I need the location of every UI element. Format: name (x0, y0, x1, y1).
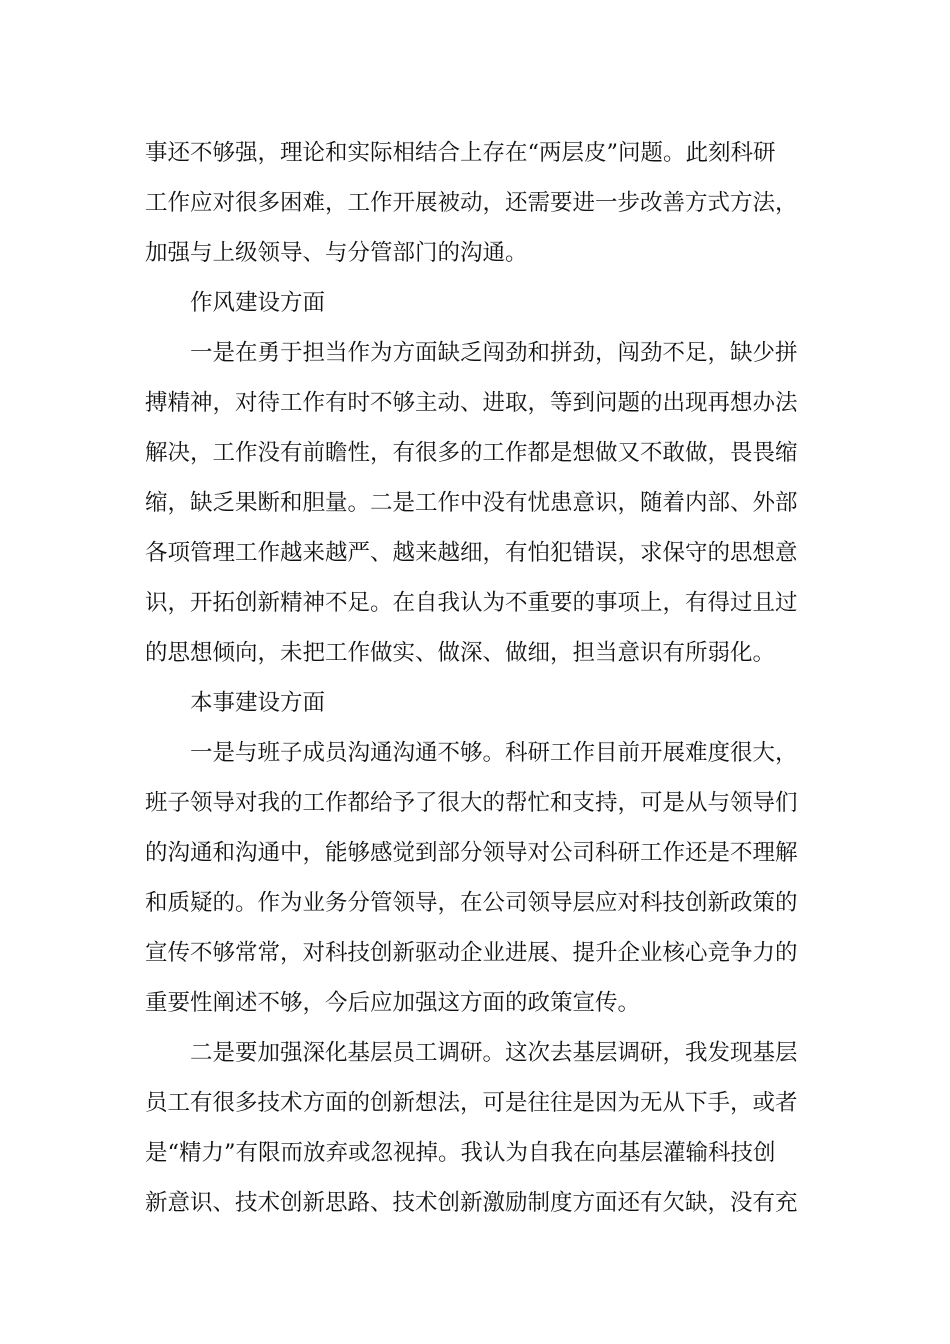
text-line: 识，开拓创新精神不足。在自我认为不重要的事项上，有得过且过 (145, 590, 798, 616)
text-line: 宣传不够常常，对科技创新驱动企业进展、提升企业核心竞争力的 (145, 940, 798, 966)
text-line: 事还不够强，理论和实际相结合上存在“两层皮”问题。此刻科研 (145, 140, 776, 166)
text-line: 班子领导对我的工作都给予了很大的帮忙和支持，可是从与领导们 (145, 790, 798, 816)
text-line: 搏精神，对待工作有时不够主动、进取，等到问题的出现再想办法 (145, 390, 798, 416)
text-line: 工作应对很多困难，工作开展被动，还需要进一步改善方式方法， (145, 190, 798, 216)
text-line: 和质疑的。作为业务分管领导，在公司领导层应对科技创新政策的 (145, 890, 798, 916)
text-line: 二是要加强深化基层员工调研。这次去基层调研，我发现基层 (190, 1040, 798, 1066)
text-line: 员工有很多技术方面的创新想法，可是往往是因为无从下手，或者 (145, 1090, 798, 1116)
text-line: 新意识、技术创新思路、技术创新激励制度方面还有欠缺，没有充 (145, 1190, 798, 1216)
text-line: 缩，缺乏果断和胆量。二是工作中没有忧患意识，随着内部、外部 (145, 490, 798, 516)
text-line: 作风建设方面 (190, 290, 326, 316)
text-line: 是“精力”有限而放弃或忽视掉。我认为自我在向基层灌输科技创 (145, 1140, 776, 1166)
text-line: 加强与上级领导、与分管部门的沟通。 (145, 240, 528, 266)
text-line: 各项管理工作越来越严、越来越细，有怕犯错误，求保守的思想意 (145, 540, 798, 566)
text-line: 解决，工作没有前瞻性，有很多的工作都是想做又不敢做，畏畏缩 (145, 440, 798, 466)
text-line: 本事建设方面 (190, 690, 326, 716)
text-line: 重要性阐述不够，今后应加强这方面的政策宣传。 (145, 990, 641, 1016)
text-line: 的沟通和沟通中，能够感觉到部分领导对公司科研工作还是不理解 (145, 840, 798, 866)
document-body (145, 128, 810, 1228)
text-line: 一是与班子成员沟通沟通不够。科研工作目前开展难度很大， (190, 740, 798, 766)
text-line: 一是在勇于担当作为方面缺乏闯劲和拼劲，闯劲不足，缺少拼 (190, 340, 798, 366)
text-line: 的思想倾向，未把工作做实、做深、做细，担当意识有所弱化。 (145, 640, 776, 666)
